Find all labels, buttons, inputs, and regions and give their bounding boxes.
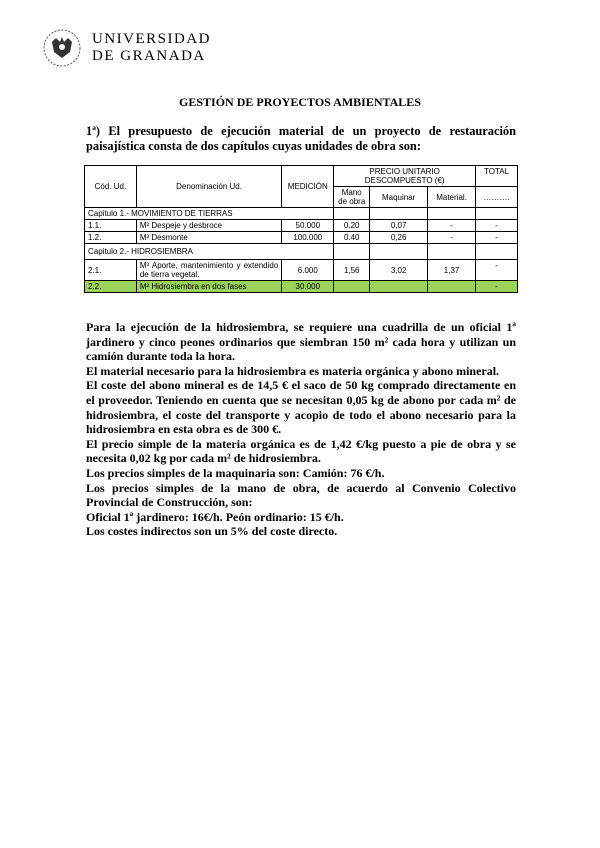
university-logo: [42, 28, 211, 68]
header-mano-obra: Mano de obra: [334, 187, 370, 208]
cell-mano: 1,56: [334, 260, 370, 281]
cell-medicion: 100.000: [282, 232, 334, 244]
cell-total: -: [476, 220, 518, 232]
cell-medicion: 50.000: [282, 220, 334, 232]
cell-material: -: [428, 232, 476, 244]
cell-mano: [334, 281, 370, 293]
paragraph-crew: Para la ejecución de la hidrosiembra, se requiere una cuadrilla de un oficial 1ª jardinero y cinco peones ordinarios que siembran 150 m² cada hora y utilizan un camión durante toda la hora.: [86, 320, 516, 364]
cell-total: -: [476, 232, 518, 244]
intro-paragraph: 1ª) El presupuesto de ejecución material de un proyecto de restauración paisajística consta de dos capítulos cuyas unidades de obra son:: [86, 124, 516, 153]
logo-text: [92, 31, 211, 65]
table-row: [85, 232, 518, 244]
cell-maquinar: [370, 281, 428, 293]
cell-total: -: [476, 281, 518, 293]
header-medicion: MEDICIÓN: [282, 166, 334, 208]
cell-medicion: 30.000: [282, 281, 334, 293]
paragraph-indirect-costs: Los costes indirectos son un 5% del coste directo.: [86, 524, 338, 539]
header-maquinar: Maquinar: [370, 187, 428, 208]
cell-denom: M³ Aporte, mantenimiento y extendido de tierra vegetal.: [136, 260, 281, 281]
cell-cod: 1.1.: [85, 220, 137, 232]
cell-material: 1,37: [428, 260, 476, 281]
cell-denom: M² Hidrosiembra en dos fases: [136, 281, 281, 293]
chapter-row: [85, 208, 518, 220]
cell-material: [428, 281, 476, 293]
cell-maquinar: 0,07: [370, 220, 428, 232]
paragraph-mineral-fertilizer: El coste del abono mineral es de 14,5 € el saco de 50 kg comprado directamente en el proveedor. Teniendo en cuenta que se necesitan 0,05 kg de abono por cada m² de hidrosiembra, el coste del transporte y acopio de todo el abono necesario para la hidrosiembra en esta obra es de 300 €.: [86, 378, 516, 437]
header-denominacion: Denominación Ud.: [136, 166, 281, 208]
logo-line2: DE GRANADA: [92, 48, 206, 64]
cell-maquinar: 0,26: [370, 232, 428, 244]
cell-total: -: [476, 260, 518, 281]
header-row: [85, 166, 518, 187]
chapter2-label: Capitulo 2.- HIDROSIEMBRA: [85, 244, 334, 260]
university-crest-icon: [42, 28, 82, 68]
cell-denom: M² Despeje y desbroce: [136, 220, 281, 232]
cell-denom: M³ Desmonte: [136, 232, 281, 244]
header-material: Material.: [428, 187, 476, 208]
header-precio-unitario: PRECIO UNITARIO DESCOMPUESTO (€): [334, 166, 476, 187]
cell-cod: 1.2.: [85, 232, 137, 244]
table-row: [85, 220, 518, 232]
cell-cod: 2.1.: [85, 260, 137, 281]
table-row-highlighted: [85, 281, 518, 293]
header-total: TOTAL: [476, 166, 518, 187]
logo-line1: UNIVERSIDAD: [92, 31, 211, 47]
paragraph-material: El material necesario para la hidrosiembra es materia orgánica y abono mineral.: [86, 363, 500, 378]
chapter1-label: Capitulo 1.- MOVIMIENTO DE TIERRAS: [85, 208, 334, 220]
cell-cod: 2.2.: [85, 281, 137, 293]
cell-medicion: 6.000: [282, 260, 334, 281]
table-row: [85, 260, 518, 281]
paragraph-labor-prices: Los precios simples de la mano de obra, de acuerdo al Convenio Colectivo Provincial de Construcción, son:: [86, 480, 516, 510]
cell-mano: 0.20: [334, 220, 370, 232]
cell-maquinar: 3,02: [370, 260, 428, 281]
chapter-row: [85, 244, 518, 260]
paragraph-organic-matter: El precio simple de la materia orgánica es de 1,42 €/kg puesto a pie de obra y se necesita 0,02 kg por cada m² de hidrosiembra.: [86, 436, 516, 466]
problem-statement: [86, 320, 516, 539]
cell-material: -: [428, 220, 476, 232]
cell-mano: 0.40: [334, 232, 370, 244]
header-cod: Cód. Ud.: [85, 166, 137, 208]
paragraph-labor-rates: Oficial 1ª jardinero: 16€/h. Peón ordinario: 15 €/h.: [86, 509, 344, 524]
header-total-dots: ……….: [476, 187, 518, 208]
page-title: GESTIÓN DE PROYECTOS AMBIENTALES: [179, 95, 421, 109]
paragraph-machinery-prices: Los precios simples de la maquinaria son: Camión: 76 €/h.: [86, 465, 385, 480]
budget-table: [84, 165, 518, 293]
